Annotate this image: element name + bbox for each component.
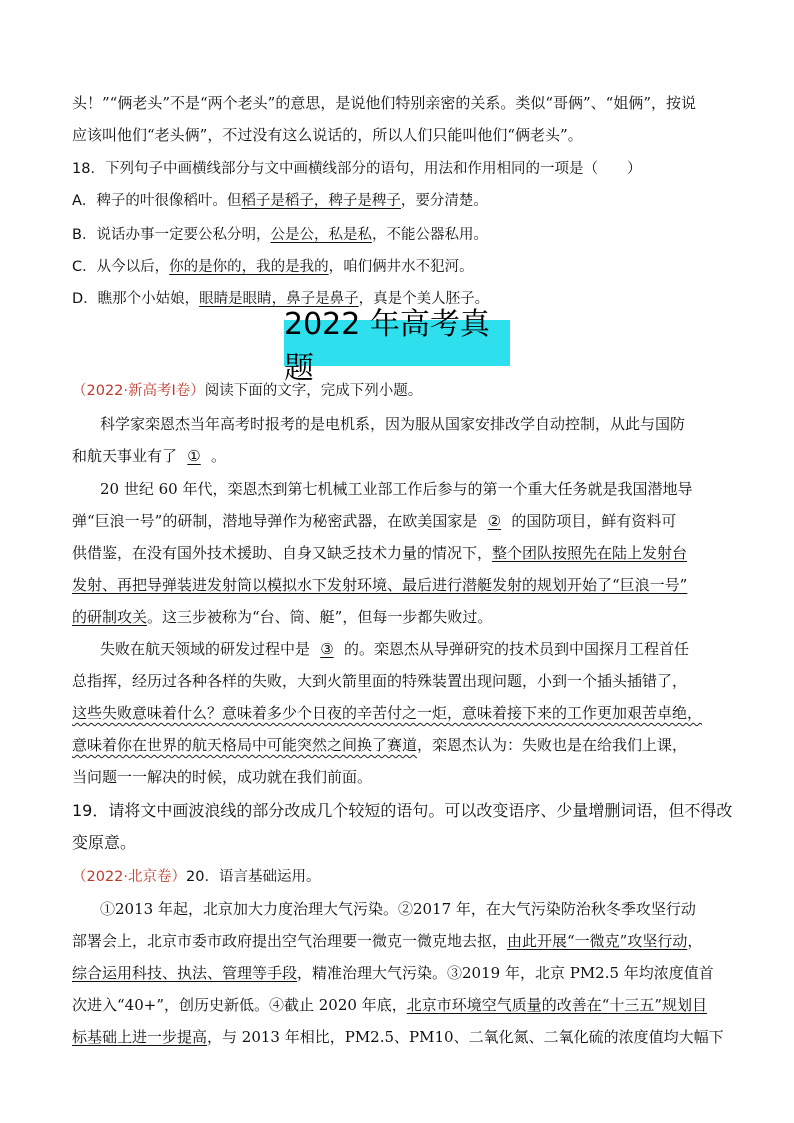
passage-line: 次进入“40+”，创历史新低。④截止 2020 年底，北京市环境空气质量的改善在“十三五”规划目 [72,996,708,1014]
option-a: A．稗子的叶很像稻叶。但稻子是稻子，稗子是稗子，要分清楚。 [72,193,488,209]
section-title: 2022 年高考真题 [284,320,510,366]
option-b: B．说话办事一定要公私分明，公是公，私是私，不能公器私用。 [72,227,488,243]
passage-line: 失败在航天领域的研发过程中是 ③ 的。栾恩杰从导弹研究的技术员到中国探月工程首任 [100,640,690,658]
option-d: D．瞧那个小姑娘，眼睛是眼睛，鼻子是鼻子，真是个美人胚子。 [72,291,490,307]
passage-line: 这些失败意味着什么？意味着多少个日夜的辛苦付之一炬，意味着接下来的工作更加艰苦卓绝， [72,704,703,722]
question-18-stem: 18．下列句子中画横线部分与文中画横线部分的语句，用法和作用相同的一项是（ ） [72,161,642,177]
blank-1: ① [187,447,201,465]
passage-line: 供借鉴，在没有国外技术援助、自身又缺乏技术力量的情况下，整个团队按照先在陆上发射台 [72,544,688,562]
blank-3: ③ [320,640,334,658]
passage-line: 总指挥，经历过各种各样的失败，大到火箭里面的特殊装置出现问题，小到一个插头插错了， [72,672,688,690]
paragraph-line: 头！”“俩老头”不是“两个老头”的意思，是说他们特别亲密的关系。类似“哥俩”、“姐俩”，按说 [72,94,697,112]
passage1-header: （2022·新高考Ⅰ卷）阅读下面的文字，完成下列小题。 [72,383,423,399]
question-19: 19．请将文中画波浪线的部分改成几个较短的语句。可以改变语序、少量增删词语，但不得改 [72,801,733,820]
passage-line: 的研制攻关。这三步被称为“台、筒、艇”，但每一步都失败过。 [72,608,493,626]
source-tag: （2022·新高考Ⅰ卷） [72,383,205,399]
passage-line: 意味着你在世界的航天格局中可能突然之间换了赛道，栾恩杰认为：失败也是在给我们上课， [72,736,688,754]
blank-2: ② [487,512,502,530]
passage-line: 发射、再把导弹装进发射筒以模拟水下发射环境、最后进行潜艇发射的规划开始了“巨浪一号” [72,576,688,594]
paragraph-line: 应该叫他们“老头俩”，不过没有这么说话的，所以人们只能叫他们“俩老头”。 [72,126,583,144]
passage-line: 部署会上，北京市委市政府提出空气治理要一微克一微克地去抠，由此开展“一微克”攻坚行动， [72,932,703,950]
passage-line: 弹“巨浪一号”的研制，潜地导弹作为秘密武器，在欧美国家是 ② 的国防项目，鲜有资料可 [72,512,677,530]
question-19: 变原意。 [72,833,137,852]
passage-line: 标基础上进一步提高，与 2013 年相比，PM2.5、PM10、二氧化氮、二氧化硫的浓度值均大幅下 [72,1028,724,1046]
passage-line: 科学家栾恩杰当年高考时报考的是电机系，因为服从国家安排改学自动控制，从此与国防 [100,415,686,433]
passage-line: ①2013 年起，北京加大力度治理大气污染。②2017 年，在大气污染防治秋冬季攻坚行动 [100,900,696,918]
passage-line: 20 世纪 60 年代，栾恩杰到第七机械工业部工作后参与的第一个重大任务就是我国潜地导 [100,480,693,498]
source-tag: （2022·北京卷） [72,869,187,885]
passage-line: 综合运用科技、执法、管理等手段，精准治理大气污染。③2019 年，北京 PM2.5 年均浓度值首 [72,964,714,982]
option-c: C．从今以后，你的是你的，我的是我的，咱们俩井水不犯河。 [72,259,474,275]
passage2-header: （2022·北京卷）20．语言基础运用。 [72,869,321,885]
passage-line: 当问题一一解决的时候，成功就在我们前面。 [72,768,373,786]
passage-line: 和航天事业有了 ① 。 [72,447,227,465]
